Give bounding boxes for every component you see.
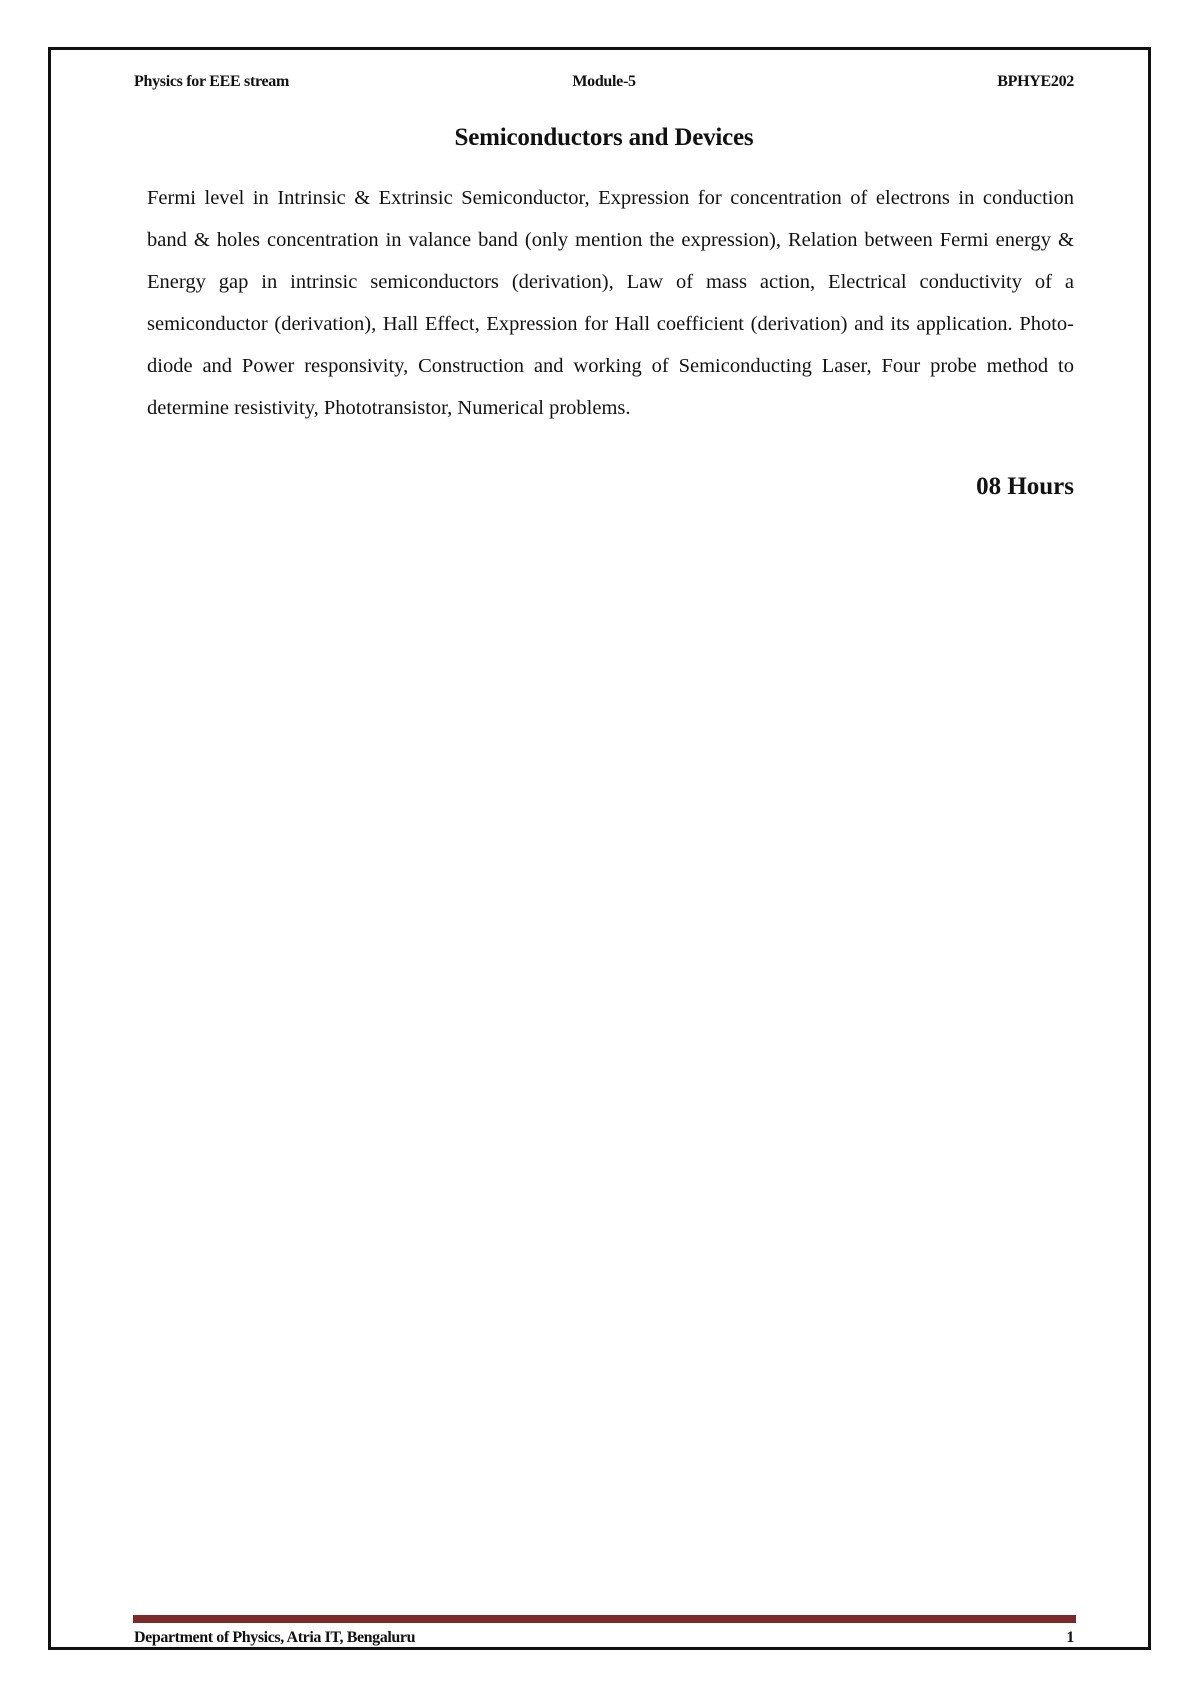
syllabus-paragraph: Fermi level in Intrinsic & Extrinsic Semiconductor, Expression for concentration of electrons in conduction band & holes concentration in valance band (only mention the expression), Relation between Fermi energy & Energy gap in intrinsic semiconductors (derivation), Law of mass action, Electrical conductivity of a semiconductor (derivation), Hall Effect, Expression for Hall coefficient (derivation) and its application. Photo-diode and Power responsivity, Construction and working of Semiconducting Laser, Four probe method to determine resistivity, Phototransistor, Numerical problems. bbox=[147, 187, 1074, 419]
page-header bbox=[134, 73, 1074, 95]
footer-page-number: 1 bbox=[1066, 1629, 1074, 1646]
header-course: Physics for EEE stream bbox=[134, 73, 290, 90]
hours-label: 08 Hours bbox=[976, 473, 1074, 500]
footer-divider bbox=[133, 1615, 1076, 1623]
page-title: Semiconductors and Devices bbox=[454, 124, 754, 151]
header-course-code: BPHYE202 bbox=[997, 73, 1074, 90]
header-module: Module-5 bbox=[572, 73, 636, 90]
page-footer bbox=[134, 1629, 1074, 1651]
footer-department: Department of Physics, Atria IT, Bengaluru bbox=[134, 1629, 416, 1646]
